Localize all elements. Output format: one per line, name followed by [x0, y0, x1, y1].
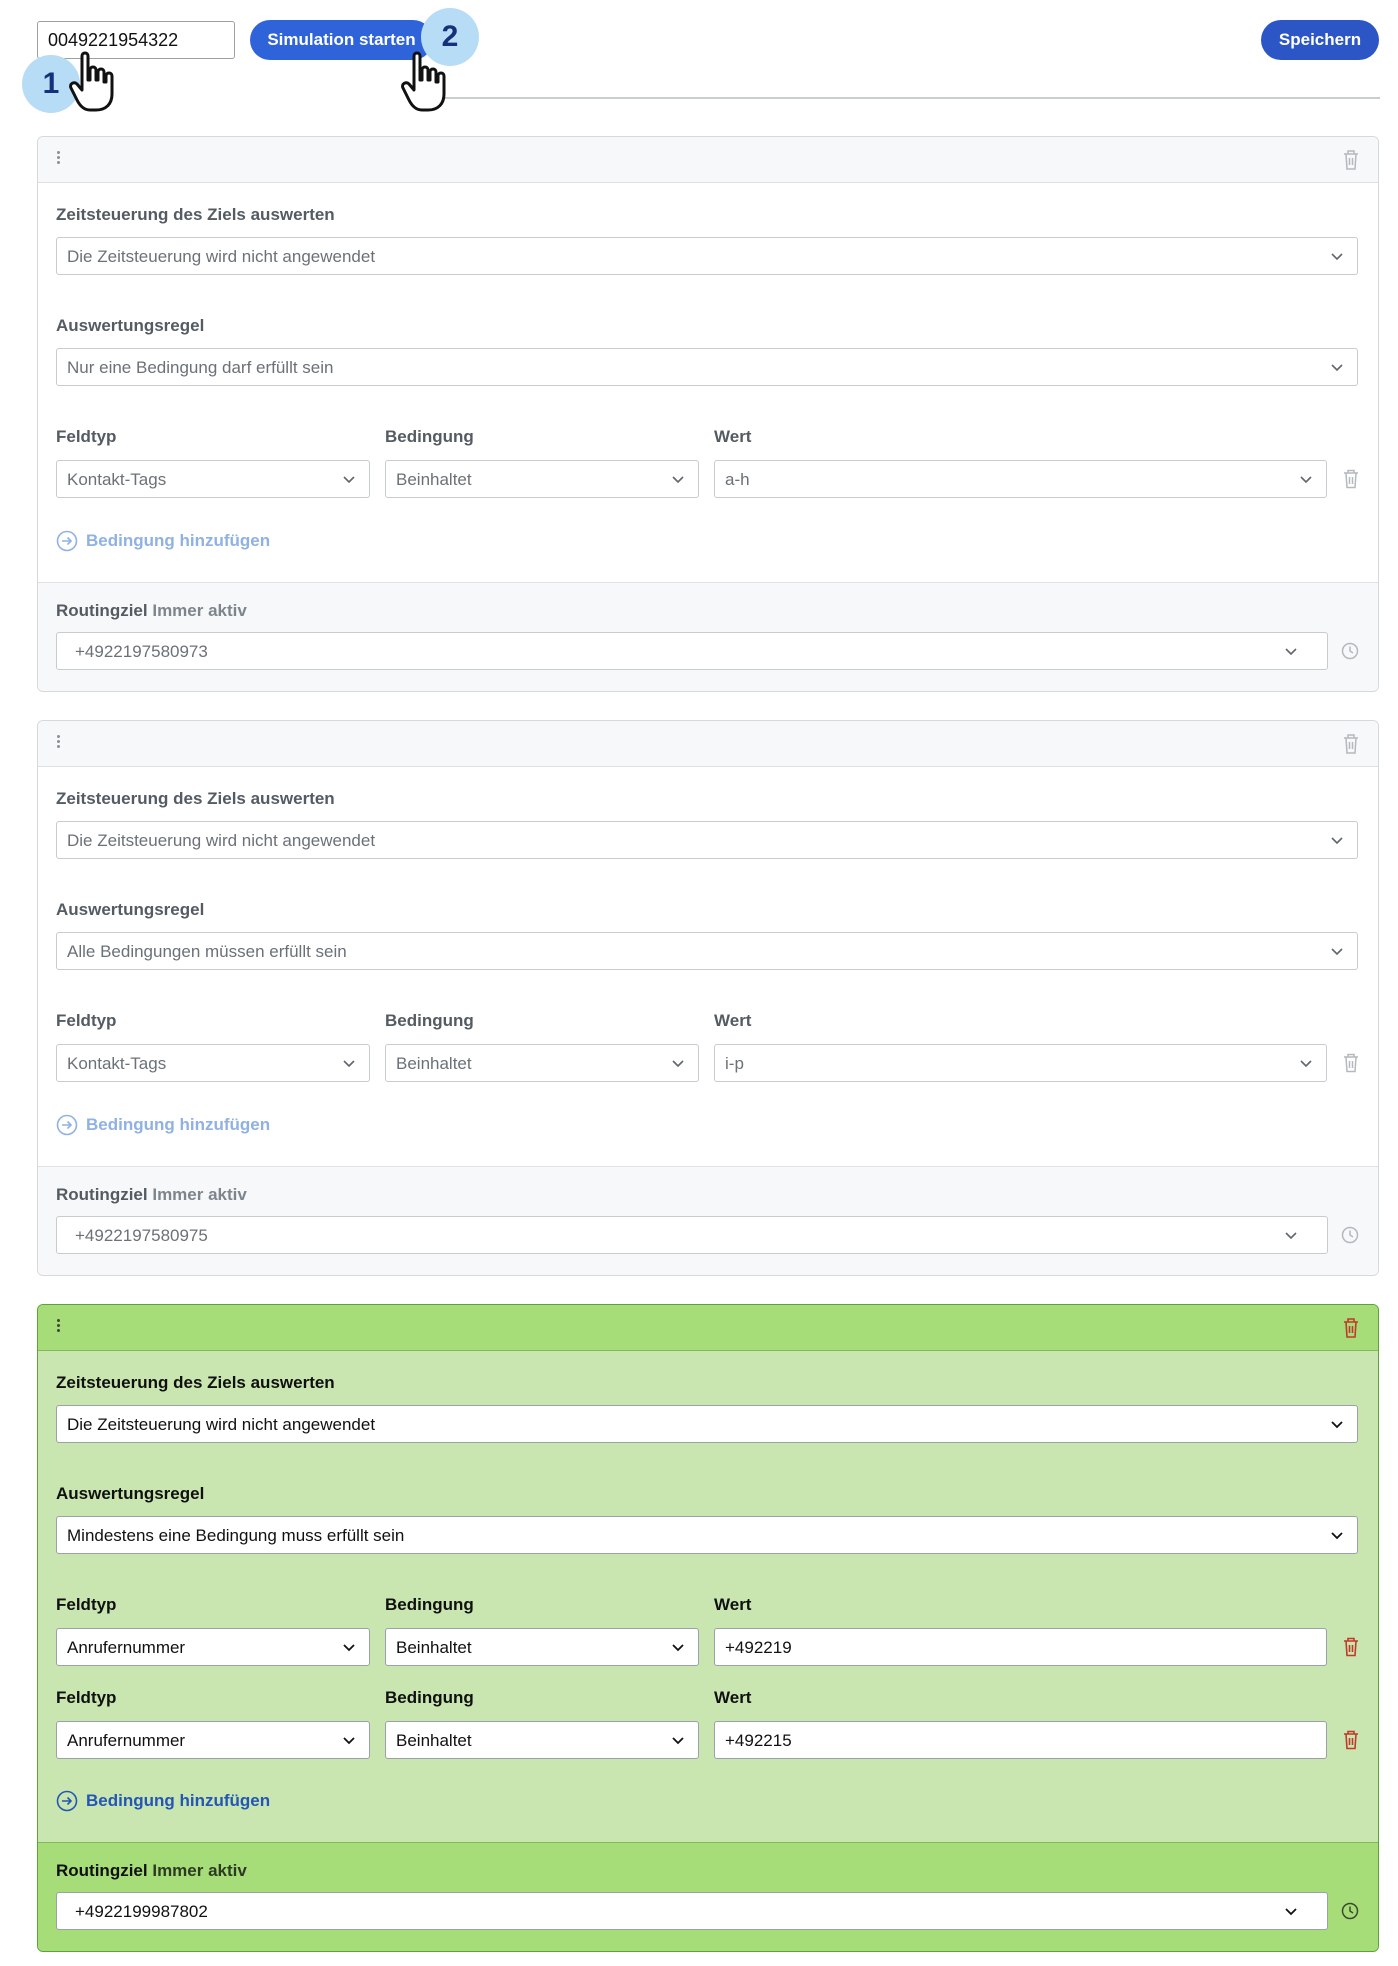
add-condition-label: Bedingung hinzufügen — [86, 1115, 271, 1134]
condition-select[interactable] — [385, 460, 699, 498]
always-active-label: Immer aktiv — [152, 1861, 247, 1880]
field-type-select[interactable] — [56, 460, 370, 498]
condition-label: Bedingung — [385, 1011, 474, 1030]
arrow-right-circle-icon — [56, 1790, 78, 1812]
evaluation-rule-label: Auswertungsregel — [56, 316, 205, 335]
chevron-down-icon — [1331, 835, 1343, 845]
routing-target-section — [38, 582, 1378, 691]
start-simulation-button[interactable]: Simulation starten — [250, 20, 433, 60]
field-type-label: Feldtyp — [56, 1688, 117, 1707]
clock-icon[interactable] — [1341, 1902, 1359, 1920]
routing-target-section — [38, 1166, 1378, 1275]
value-label: Wert — [714, 1688, 752, 1707]
time-control-select[interactable] — [56, 1405, 1358, 1443]
condition-label: Bedingung — [385, 1688, 474, 1707]
time-control-label: Zeitsteuerung des Ziels auswerten — [56, 1373, 335, 1392]
delete-condition-icon[interactable] — [1343, 469, 1359, 489]
chevron-down-icon — [1300, 1058, 1312, 1068]
chevron-down-icon — [672, 1058, 684, 1068]
delete-condition-icon[interactable] — [1343, 1730, 1359, 1750]
evaluation-rule-value: Alle Bedingungen müssen erfüllt sein — [67, 942, 347, 961]
routing-target-label: Routingziel Immer aktiv — [56, 1861, 247, 1880]
step-marker-1: 1 — [22, 55, 80, 113]
delete-condition-icon[interactable] — [1343, 1637, 1359, 1657]
save-button[interactable]: Speichern — [1261, 20, 1379, 60]
routing-target-value: +4922199987802 — [75, 1902, 208, 1921]
delete-condition-icon[interactable] — [1343, 1053, 1359, 1073]
routing-target-section — [38, 1842, 1378, 1951]
chevron-down-icon — [1331, 1530, 1343, 1540]
time-control-select[interactable] — [56, 237, 1358, 275]
evaluation-rule-select[interactable] — [56, 932, 1358, 970]
value-input[interactable] — [714, 1721, 1327, 1759]
clock-icon[interactable] — [1341, 642, 1359, 660]
chevron-down-icon — [1300, 474, 1312, 484]
field-type-label: Feldtyp — [56, 1595, 117, 1614]
add-condition-button[interactable] — [56, 1789, 270, 1813]
condition-select[interactable] — [385, 1721, 699, 1759]
chevron-down-icon — [343, 1058, 355, 1068]
condition-select[interactable] — [385, 1044, 699, 1082]
drag-handle-icon[interactable] — [57, 733, 63, 753]
time-control-value: Die Zeitsteuerung wird nicht angewendet — [67, 1415, 376, 1434]
field-type-label: Feldtyp — [56, 1011, 117, 1030]
always-active-label: Immer aktiv — [152, 1185, 247, 1204]
time-control-label: Zeitsteuerung des Ziels auswerten — [56, 789, 335, 808]
toolbar-divider — [425, 97, 1380, 99]
step-marker-2: 2 — [421, 8, 479, 66]
add-condition-button[interactable] — [56, 529, 270, 553]
condition-value: Beinhaltet — [396, 1054, 472, 1073]
routing-target-value: +4922197580973 — [75, 642, 208, 661]
pointer-hand-icon — [68, 50, 124, 114]
routing-rule-card-matched — [37, 1304, 1379, 1952]
routing-target-select[interactable] — [56, 1216, 1328, 1254]
field-type-select[interactable] — [56, 1721, 370, 1759]
evaluation-rule-label: Auswertungsregel — [56, 1484, 205, 1503]
evaluation-rule-value: Mindestens eine Bedingung muss erfüllt sein — [67, 1526, 405, 1545]
chevron-down-icon — [672, 1735, 684, 1745]
condition-label: Bedingung — [385, 427, 474, 446]
chevron-down-icon — [672, 474, 684, 484]
routing-rule-card — [37, 136, 1379, 692]
condition-value-text: +492215 — [725, 1731, 792, 1750]
field-type-label: Feldtyp — [56, 427, 117, 446]
chevron-down-icon — [1331, 946, 1343, 956]
delete-rule-icon[interactable] — [1342, 149, 1360, 171]
field-type-value: Kontakt-Tags — [67, 470, 167, 489]
chevron-down-icon — [672, 1642, 684, 1652]
phone-number-input[interactable] — [37, 21, 235, 59]
field-type-value: Anrufernummer — [67, 1731, 186, 1750]
evaluation-rule-select[interactable] — [56, 348, 1358, 386]
field-type-select[interactable] — [56, 1628, 370, 1666]
field-type-value: Kontakt-Tags — [67, 1054, 167, 1073]
card-header — [38, 137, 1378, 183]
chevron-down-icon — [1285, 646, 1297, 656]
chevron-down-icon — [343, 1642, 355, 1652]
add-condition-button[interactable] — [56, 1113, 270, 1137]
condition-value: Beinhaltet — [396, 1638, 472, 1657]
routing-rule-card — [37, 720, 1379, 1276]
routing-target-value: +4922197580975 — [75, 1226, 208, 1245]
condition-value-text: a-h — [725, 470, 750, 489]
chevron-down-icon — [1331, 1419, 1343, 1429]
drag-handle-icon[interactable] — [57, 1317, 63, 1337]
add-condition-label: Bedingung hinzufügen — [86, 1791, 271, 1810]
condition-value: Beinhaltet — [396, 470, 472, 489]
evaluation-rule-value: Nur eine Bedingung darf erfüllt sein — [67, 358, 334, 377]
routing-target-label: Routingziel Immer aktiv — [56, 601, 247, 620]
evaluation-rule-label: Auswertungsregel — [56, 900, 205, 919]
time-control-select[interactable] — [56, 821, 1358, 859]
chevron-down-icon — [343, 474, 355, 484]
condition-value-text: i-p — [725, 1054, 744, 1073]
condition-select[interactable] — [385, 1628, 699, 1666]
routing-target-select[interactable] — [56, 1892, 1328, 1930]
value-label: Wert — [714, 1011, 752, 1030]
delete-rule-icon[interactable] — [1342, 1317, 1360, 1339]
value-label: Wert — [714, 1595, 752, 1614]
time-control-value: Die Zeitsteuerung wird nicht angewendet — [67, 831, 376, 850]
condition-label: Bedingung — [385, 1595, 474, 1614]
add-condition-label: Bedingung hinzufügen — [86, 531, 271, 550]
chevron-down-icon — [1285, 1906, 1297, 1916]
always-active-label: Immer aktiv — [152, 601, 247, 620]
card-header — [38, 721, 1378, 767]
condition-value: Beinhaltet — [396, 1731, 472, 1750]
routing-target-select[interactable] — [56, 632, 1328, 670]
chevron-down-icon — [1285, 1230, 1297, 1240]
chevron-down-icon — [1331, 251, 1343, 261]
delete-rule-icon[interactable] — [1342, 733, 1360, 755]
field-type-value: Anrufernummer — [67, 1638, 186, 1657]
value-select[interactable] — [714, 460, 1327, 498]
arrow-right-circle-icon — [56, 530, 78, 552]
field-type-select[interactable] — [56, 1044, 370, 1082]
toolbar — [0, 0, 1398, 110]
drag-handle-icon[interactable] — [57, 149, 63, 169]
time-control-label: Zeitsteuerung des Ziels auswerten — [56, 205, 335, 224]
chevron-down-icon — [343, 1735, 355, 1745]
value-select[interactable] — [714, 1044, 1327, 1082]
chevron-down-icon — [1331, 362, 1343, 372]
pointer-hand-icon — [400, 50, 456, 114]
clock-icon[interactable] — [1341, 1226, 1359, 1244]
arrow-right-circle-icon — [56, 1114, 78, 1136]
value-input[interactable] — [714, 1628, 1327, 1666]
value-label: Wert — [714, 427, 752, 446]
evaluation-rule-select[interactable] — [56, 1516, 1358, 1554]
card-header — [38, 1305, 1378, 1351]
routing-target-label: Routingziel Immer aktiv — [56, 1185, 247, 1204]
condition-value-text: +492219 — [725, 1638, 792, 1657]
time-control-value: Die Zeitsteuerung wird nicht angewendet — [67, 247, 376, 266]
